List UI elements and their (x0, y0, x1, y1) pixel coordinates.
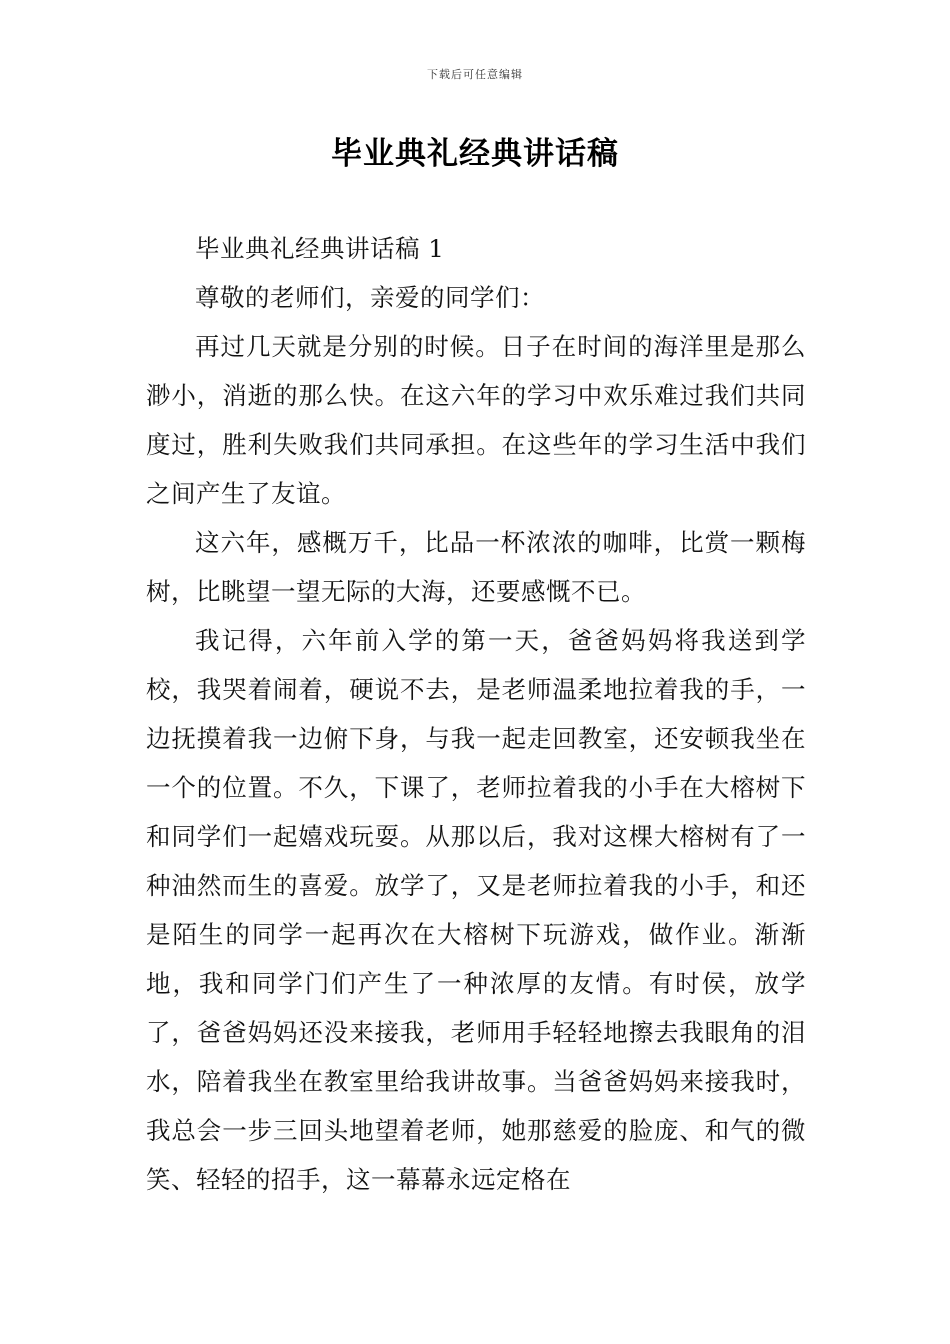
document-body (146, 224, 806, 1204)
salutation: 尊敬的老师们，亲爱的同学们： (195, 283, 545, 312)
body-paragraph: 我记得，六年前入学的第一天，爸爸妈妈将我送到学校，我哭着闹着，硬说不去，是老师温柔地拉着我的手，一边抚摸着我一边俯下身，与我一起走回教室，还安顿我坐在一个的位置。不久，下课了，老师拉着我的小手在大榕树下和同学们一起嬉戏玩耍。从那以后，我对这棵大榕树有了一种油然而生的喜爱。放学了，又是老师拉着我的小手，和还是陌生的同学一起再次在大榕树下玩游戏，做作业。渐渐地，我和同学门们产生了一种浓厚的友情。有时侯，放学了，爸爸妈妈还没来接我，老师用手轻轻地擦去我眼角的泪水，陪着我坐在教室里给我讲故事。当爸爸妈妈来接我时，我总会一步三回头地望着老师，她那慈爱的脸庞、和气的微笑、轻轻的招手，这一幕幕永远定格在 (146, 626, 806, 1194)
body-paragraph: 再过几天就是分别的时候。日子在时间的海洋里是那么渺小，消逝的那么快。在这六年的学习中欢乐难过我们共同度过，胜利失败我们共同承担。在这些年的学习生活中我们之间产生了友谊。 (146, 332, 806, 508)
body-paragraph: 这六年，感概万千，比品一杯浓浓的咖啡，比赏一颗梅树，比眺望一望无际的大海，还要感慨不已。 (146, 528, 806, 606)
section-heading: 毕业典礼经典讲话稿 1 (195, 234, 445, 263)
header-note: 下载后可任意编辑 (427, 68, 523, 81)
document-title: 毕业典礼经典讲话稿 (331, 136, 619, 172)
